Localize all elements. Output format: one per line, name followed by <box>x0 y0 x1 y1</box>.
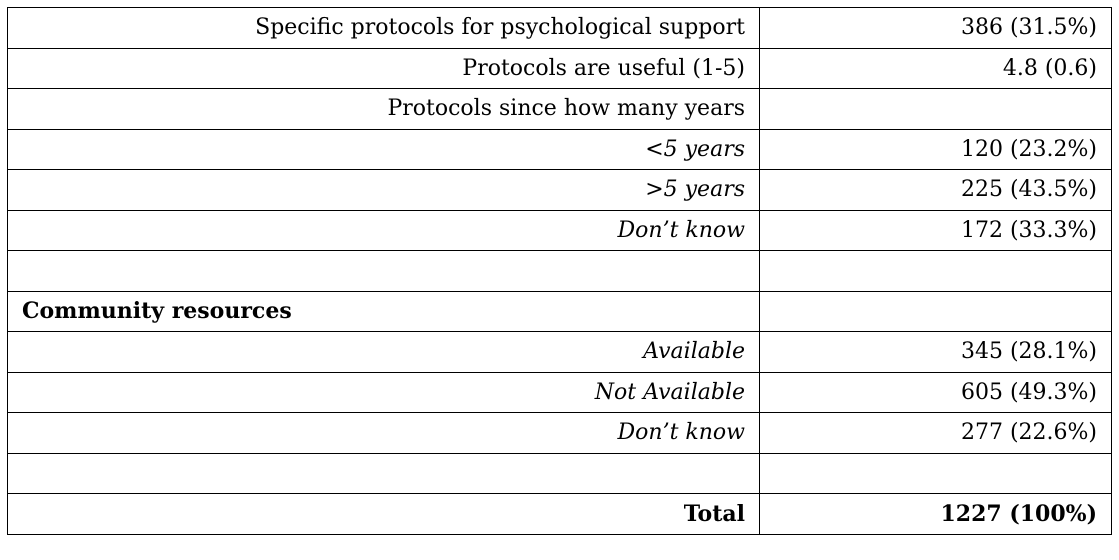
row-value: 605 (49.3%) <box>760 372 1112 413</box>
table-row <box>8 48 1112 89</box>
row-value: 4.8 (0.6) <box>760 48 1112 89</box>
table-row <box>8 170 1112 211</box>
row-label: Not Available <box>8 372 760 413</box>
table-row-total <box>8 494 1112 535</box>
row-label: Specific protocols for psychological support <box>8 8 760 49</box>
table-row <box>8 129 1112 170</box>
row-label: Don’t know <box>8 413 760 454</box>
row-value: 345 (28.1%) <box>760 332 1112 373</box>
row-value <box>760 251 1112 292</box>
table-row-empty <box>8 251 1112 292</box>
table-row <box>8 210 1112 251</box>
row-value: 277 (22.6%) <box>760 413 1112 454</box>
table-row <box>8 8 1112 49</box>
row-label <box>8 251 760 292</box>
data-table <box>7 7 1112 535</box>
table-row-empty <box>8 453 1112 494</box>
row-value <box>760 89 1112 130</box>
table-row-section-header <box>8 291 1112 332</box>
table-row <box>8 89 1112 130</box>
row-label: Available <box>8 332 760 373</box>
table-row <box>8 372 1112 413</box>
row-value: 225 (43.5%) <box>760 170 1112 211</box>
table-row <box>8 332 1112 373</box>
row-value: 386 (31.5%) <box>760 8 1112 49</box>
row-value: 172 (33.3%) <box>760 210 1112 251</box>
row-label: >5 years <box>8 170 760 211</box>
row-label: Don’t know <box>8 210 760 251</box>
row-label <box>8 453 760 494</box>
total-value: 1227 (100%) <box>760 494 1112 535</box>
row-label: Protocols since how many years <box>8 89 760 130</box>
table-row <box>8 413 1112 454</box>
row-label: <5 years <box>8 129 760 170</box>
row-value: 120 (23.2%) <box>760 129 1112 170</box>
total-label: Total <box>8 494 760 535</box>
row-value <box>760 453 1112 494</box>
row-value <box>760 291 1112 332</box>
row-label: Protocols are useful (1-5) <box>8 48 760 89</box>
section-header-label: Community resources <box>8 291 760 332</box>
